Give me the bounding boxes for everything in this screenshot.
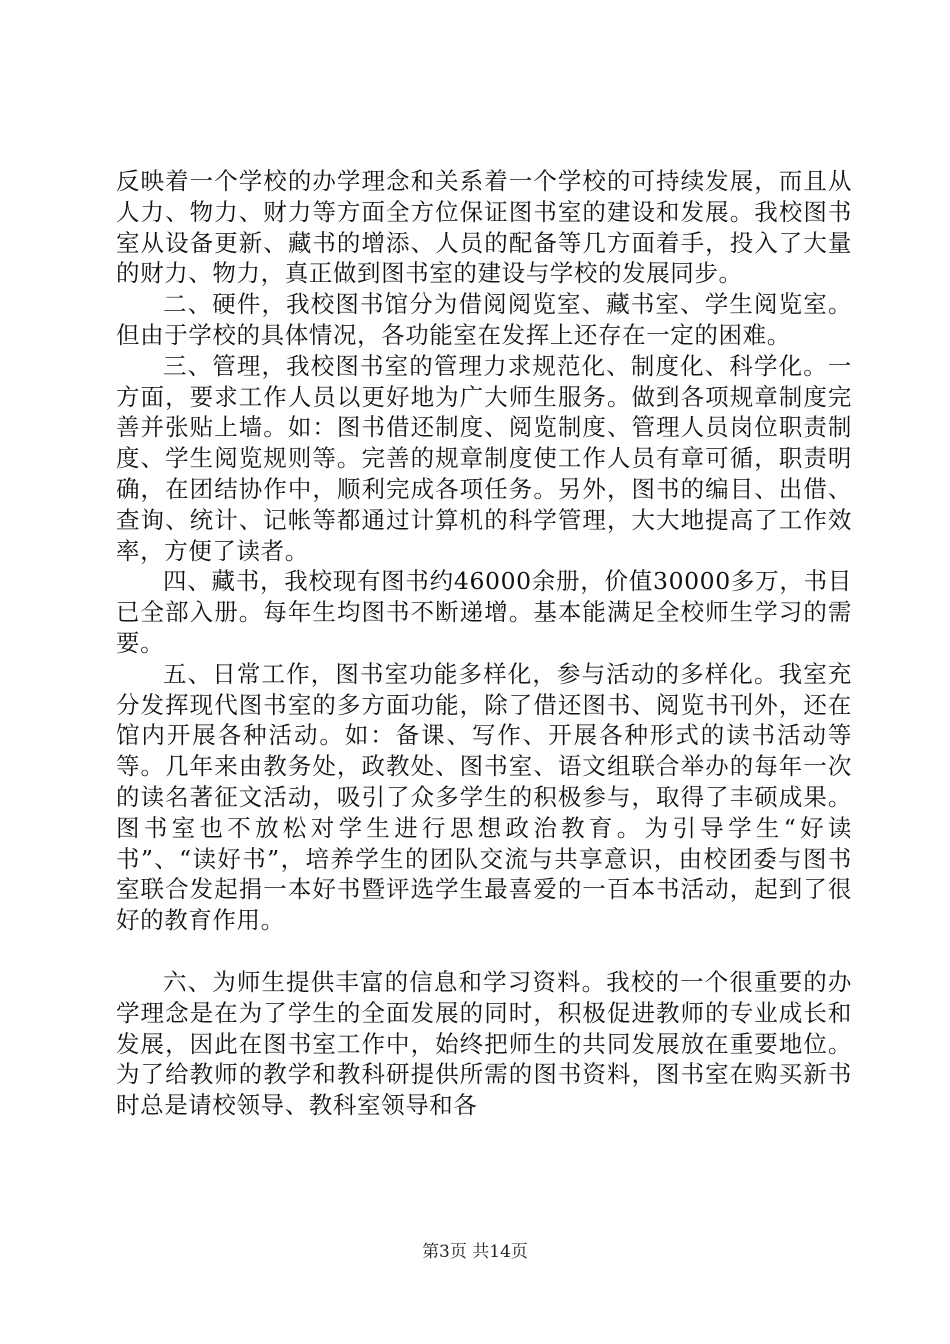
page-footer: 第3页 共14页 bbox=[422, 1242, 528, 1262]
paragraph-intro-continued: 反映着一个学校的办学理念和关系着一个学校的可持续发展，而且从人力、物力、财力等方面全方位保证图书室的建设和发展。我校图书室从设备更新、藏书的增添、人员的配备等几方面着手，投入了大量的财力、物力，真正做到图书室的建设与学校的发展同步。 bbox=[116, 167, 852, 288]
paragraph-resources: 六、为师生提供丰富的信息和学习资料。我校的一个很重要的办学理念是在为了学生的全面发展的同时，积极促进教师的专业成长和发展，因此在图书室工作中，始终把师生的共同发展放在重要地位。为了给教师的教学和教科研提供所需的图书资料，图书室在购买新书时总是请校领导、教科室领导和各 bbox=[116, 967, 852, 1120]
paragraph-hardware: 二、硬件，我校图书馆分为借阅阅览室、藏书室、学生阅览室。但由于学校的具体情况，各功能室在发挥上还存在一定的困难。 bbox=[116, 290, 852, 349]
paragraph-management: 三、管理，我校图书室的管理力求规范化、制度化、科学化。一方面，要求工作人员以更好地为广大师生服务。做到各项规章制度完善并张贴上墙。如：图书借还制度、阅览制度、管理人员岗位职责制度、学生阅览规则等。完善的规章制度使工作人员有章可循，职责明确，在团结协作中，顺利完成各项任务。另外，图书的编目、出借、查询、统计、记帐等都通过计算机的科学管理，大大地提高了工作效率，方便了读者。 bbox=[116, 351, 852, 565]
document-body bbox=[116, 166, 852, 1121]
paragraph-daily-work: 五、日常工作，图书室功能多样化，参与活动的多样化。我室充分发挥现代图书室的多方面功能，除了借还图书、阅览书刊外，还在馆内开展各种活动。如：备课、写作、开展各种形式的读书活动等等。几年来由教务处，政教处、图书室、语文组联合举办的每年一次的读名著征文活动，吸引了众多学生的积极参与，取得了丰硕成果。图书室也不放松对学生进行思想政治教育。为引导学生“好读书”、“读好书”，培养学生的团队交流与共享意识，由校团委与图书室联合发起捐一本好书暨评选学生最喜爱的一百本书活动，起到了很好的教育作用。 bbox=[116, 659, 852, 935]
paragraph-collection: 四、藏书，我校现有图书约46000余册，价值30000多万，书目已全部入册。每年生均图书不断递增。基本能满足全校师生学习的需要。 bbox=[116, 567, 852, 657]
